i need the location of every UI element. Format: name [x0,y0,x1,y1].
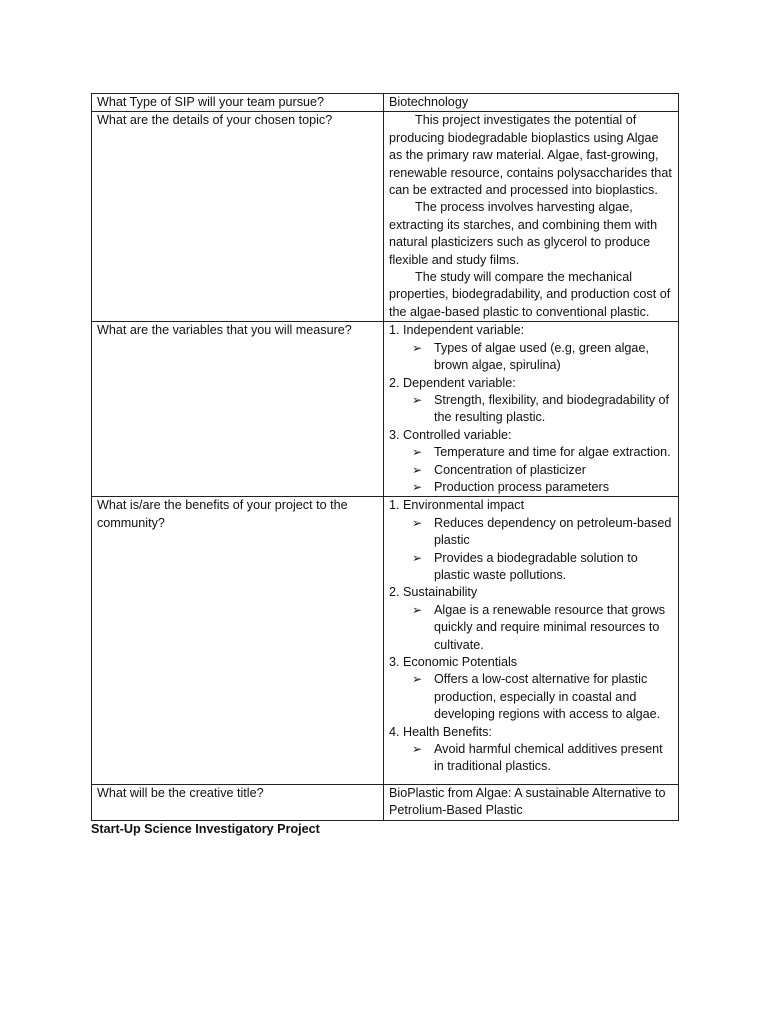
table-row [92,112,679,322]
group-heading: 2. Sustainability [389,585,478,600]
answer-cell [384,497,679,785]
list-item: ➢ Production process parameters [434,479,673,496]
table-row [92,322,679,497]
answer-cell [384,112,679,322]
list-item: ➢ Types of algae used (e.g, green algae, brown algae, spirulina) [434,340,673,375]
paragraph: The process involves harvesting algae, extracting its starches, and combining them with natural plasticizers such as glycerol to produce flexible and study films. [389,200,658,267]
table-row [92,94,679,112]
table-row [92,784,679,820]
list-item: ➢ Temperature and time for algae extraction. [434,444,673,461]
bullet-list [389,392,673,427]
group-heading: 2. Dependent variable: [389,375,516,390]
list-item: ➢ Algae is a renewable resource that grows quickly and require minimal resources to cultivate. [434,602,673,654]
paragraph: This project investigates the potential of producing biodegradable bioplastics using Algae as the primary raw material. Algae, fast-growing, renewable resource, contains polysaccharides that can be extracted and processed into bioplastics. [389,113,672,198]
sip-table [91,93,679,821]
group-heading: 1. Independent variable: [389,323,525,338]
list-item: ➢ Strength, flexibility, and biodegradability of the resulting plastic. [434,392,673,427]
answer-cell: BioPlastic from Algae: A sustainable Alternative to Petrolium-Based Plastic [384,784,679,820]
list-item: ➢ Avoid harmful chemical additives present in traditional plastics. [434,741,673,776]
question-cell: What Type of SIP will your team pursue? [92,94,384,112]
paragraph: The study will compare the mechanical properties, biodegradability, and production cost of the algae-based plastic to conventional plastic. [389,270,671,319]
question-cell: What is/are the benefits of your project to the community? [92,497,384,785]
list-item: ➢ Offers a low-cost alternative for plastic production, especially in coastal and developing regions with access to algae. [434,671,673,723]
group-heading: 3. Economic Potentials [389,655,518,669]
bullet-list [389,741,673,776]
group-heading: 1. Environmental impact [389,498,525,513]
list-item: ➢ Provides a biodegradable solution to plastic waste pollutions. [434,550,673,585]
question-cell: What are the details of your chosen topic? [92,112,384,322]
bullet-list [389,602,673,654]
list-item: ➢ Reduces dependency on petroleum-based plastic [434,515,673,550]
bullet-list [389,515,673,585]
bullet-list [389,444,673,496]
question-cell: What are the variables that you will measure? [92,322,384,497]
list-item: ➢ Concentration of plasticizer [434,462,673,479]
answer-cell [384,322,679,497]
answer-cell: Biotechnology [384,94,679,112]
group-heading: 3. Controlled variable: [389,427,512,442]
document-caption: Start-Up Science Investigatory Project [91,822,320,836]
table-row [92,497,679,785]
group-heading: 4. Health Benefits: [389,724,492,739]
bullet-list [389,340,673,375]
bullet-list [389,671,673,723]
question-cell: What will be the creative title? [92,784,384,820]
